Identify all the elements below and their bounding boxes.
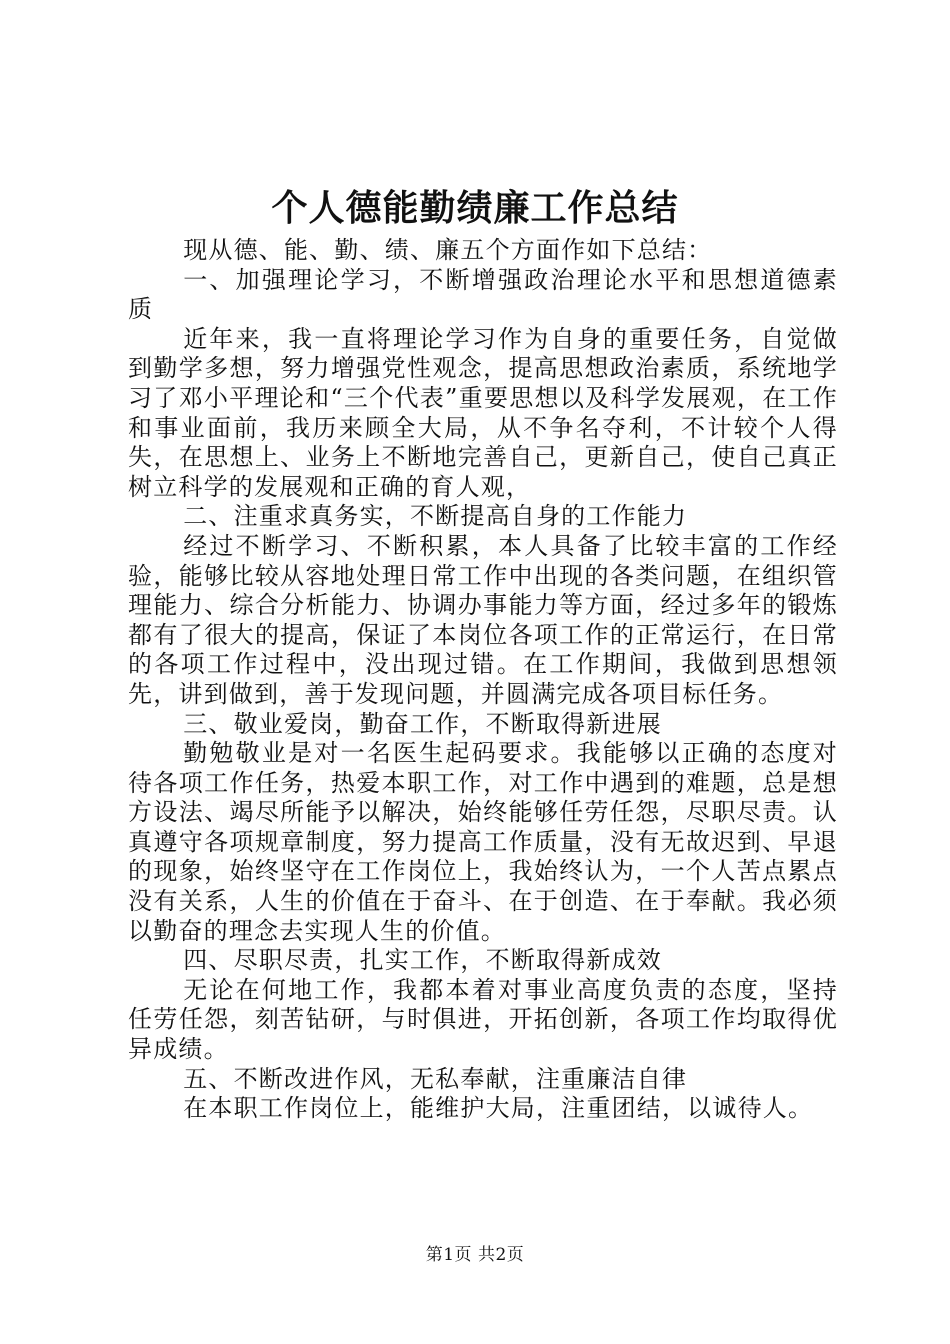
section-paragraph-2: 经过不断学习、不断积累，本人具备了比较丰富的工作经验，能够比较从容地处理日常工作中出现的各类问题，在组织管理能力、综合分析能力、协调办事能力等方面，经过多年的锻炼都有了很大的提高，保证了本岗位各项工作的正常运行，在日常的各项工作过程中，没出现过错。在工作期间，我做到思想领先，讲到做到，善于发现问题，并圆满完成各项目标任务。 (128, 531, 838, 708)
section-heading-2: 二、注重求真务实，不断提高自身的工作能力 (183, 502, 688, 531)
page-number-footer: 第1页 共2页 (425, 1245, 525, 1265)
section-heading-4: 四、尽职尽责，扎实工作，不断取得新成效 (183, 946, 662, 975)
section-paragraph-5: 在本职工作岗位上，能维护大局，注重团结，以诚待人。 (183, 1094, 814, 1123)
section-heading-1: 一、加强理论学习，不断增强政治理论水平和思想道德素质 (128, 265, 838, 324)
section-heading-3: 三、敬业爱岗，勤奋工作，不断取得新进展 (183, 709, 662, 738)
intro-paragraph: 现从德、能、勤、绩、廉五个方面作如下总结： (183, 236, 713, 264)
section-paragraph-3: 勤勉敬业是对一名医生起码要求。我能够以正确的态度对待各项工作任务，热爱本职工作，对工作中遇到的难题，总是想方设法、竭尽所能予以解决，始终能够任劳任怨，尽职尽责。认真遵守各项规章制度，努力提高工作质量，没有无故迟到、早退的现象，始终坚守在工作岗位上，我始终认为，一个人苦点累点没有关系，人生的价值在于奋斗、在于创造、在于奉献。我必须以勤奋的理念去实现人生的价值。 (128, 739, 838, 945)
section-heading-5: 五、不断改进作风，无私奉献，注重廉洁自律 (183, 1064, 688, 1093)
document-title: 个人德能勤绩廉工作总结 (271, 187, 679, 229)
section-paragraph-4: 无论在何地工作，我都本着对事业高度负责的态度，坚持任劳任怨，刻苦钻研，与时俱进，开拓创新，各项工作均取得优异成绩。 (128, 975, 838, 1064)
document-body (128, 236, 838, 1124)
section-paragraph-1: 近年来，我一直将理论学习作为自身的重要任务，自觉做到勤学多想，努力增强党性观念，提高思想政治素质，系统地学习了邓小平理论和“三个代表”重要思想以及科学发展观，在工作和事业面前，我历来顾全大局，从不争名夺利，不计较个人得失，在思想上、业务上不断地完善自己，更新自己，使自己真正树立科学的发展观和正确的育人观， (128, 324, 838, 501)
